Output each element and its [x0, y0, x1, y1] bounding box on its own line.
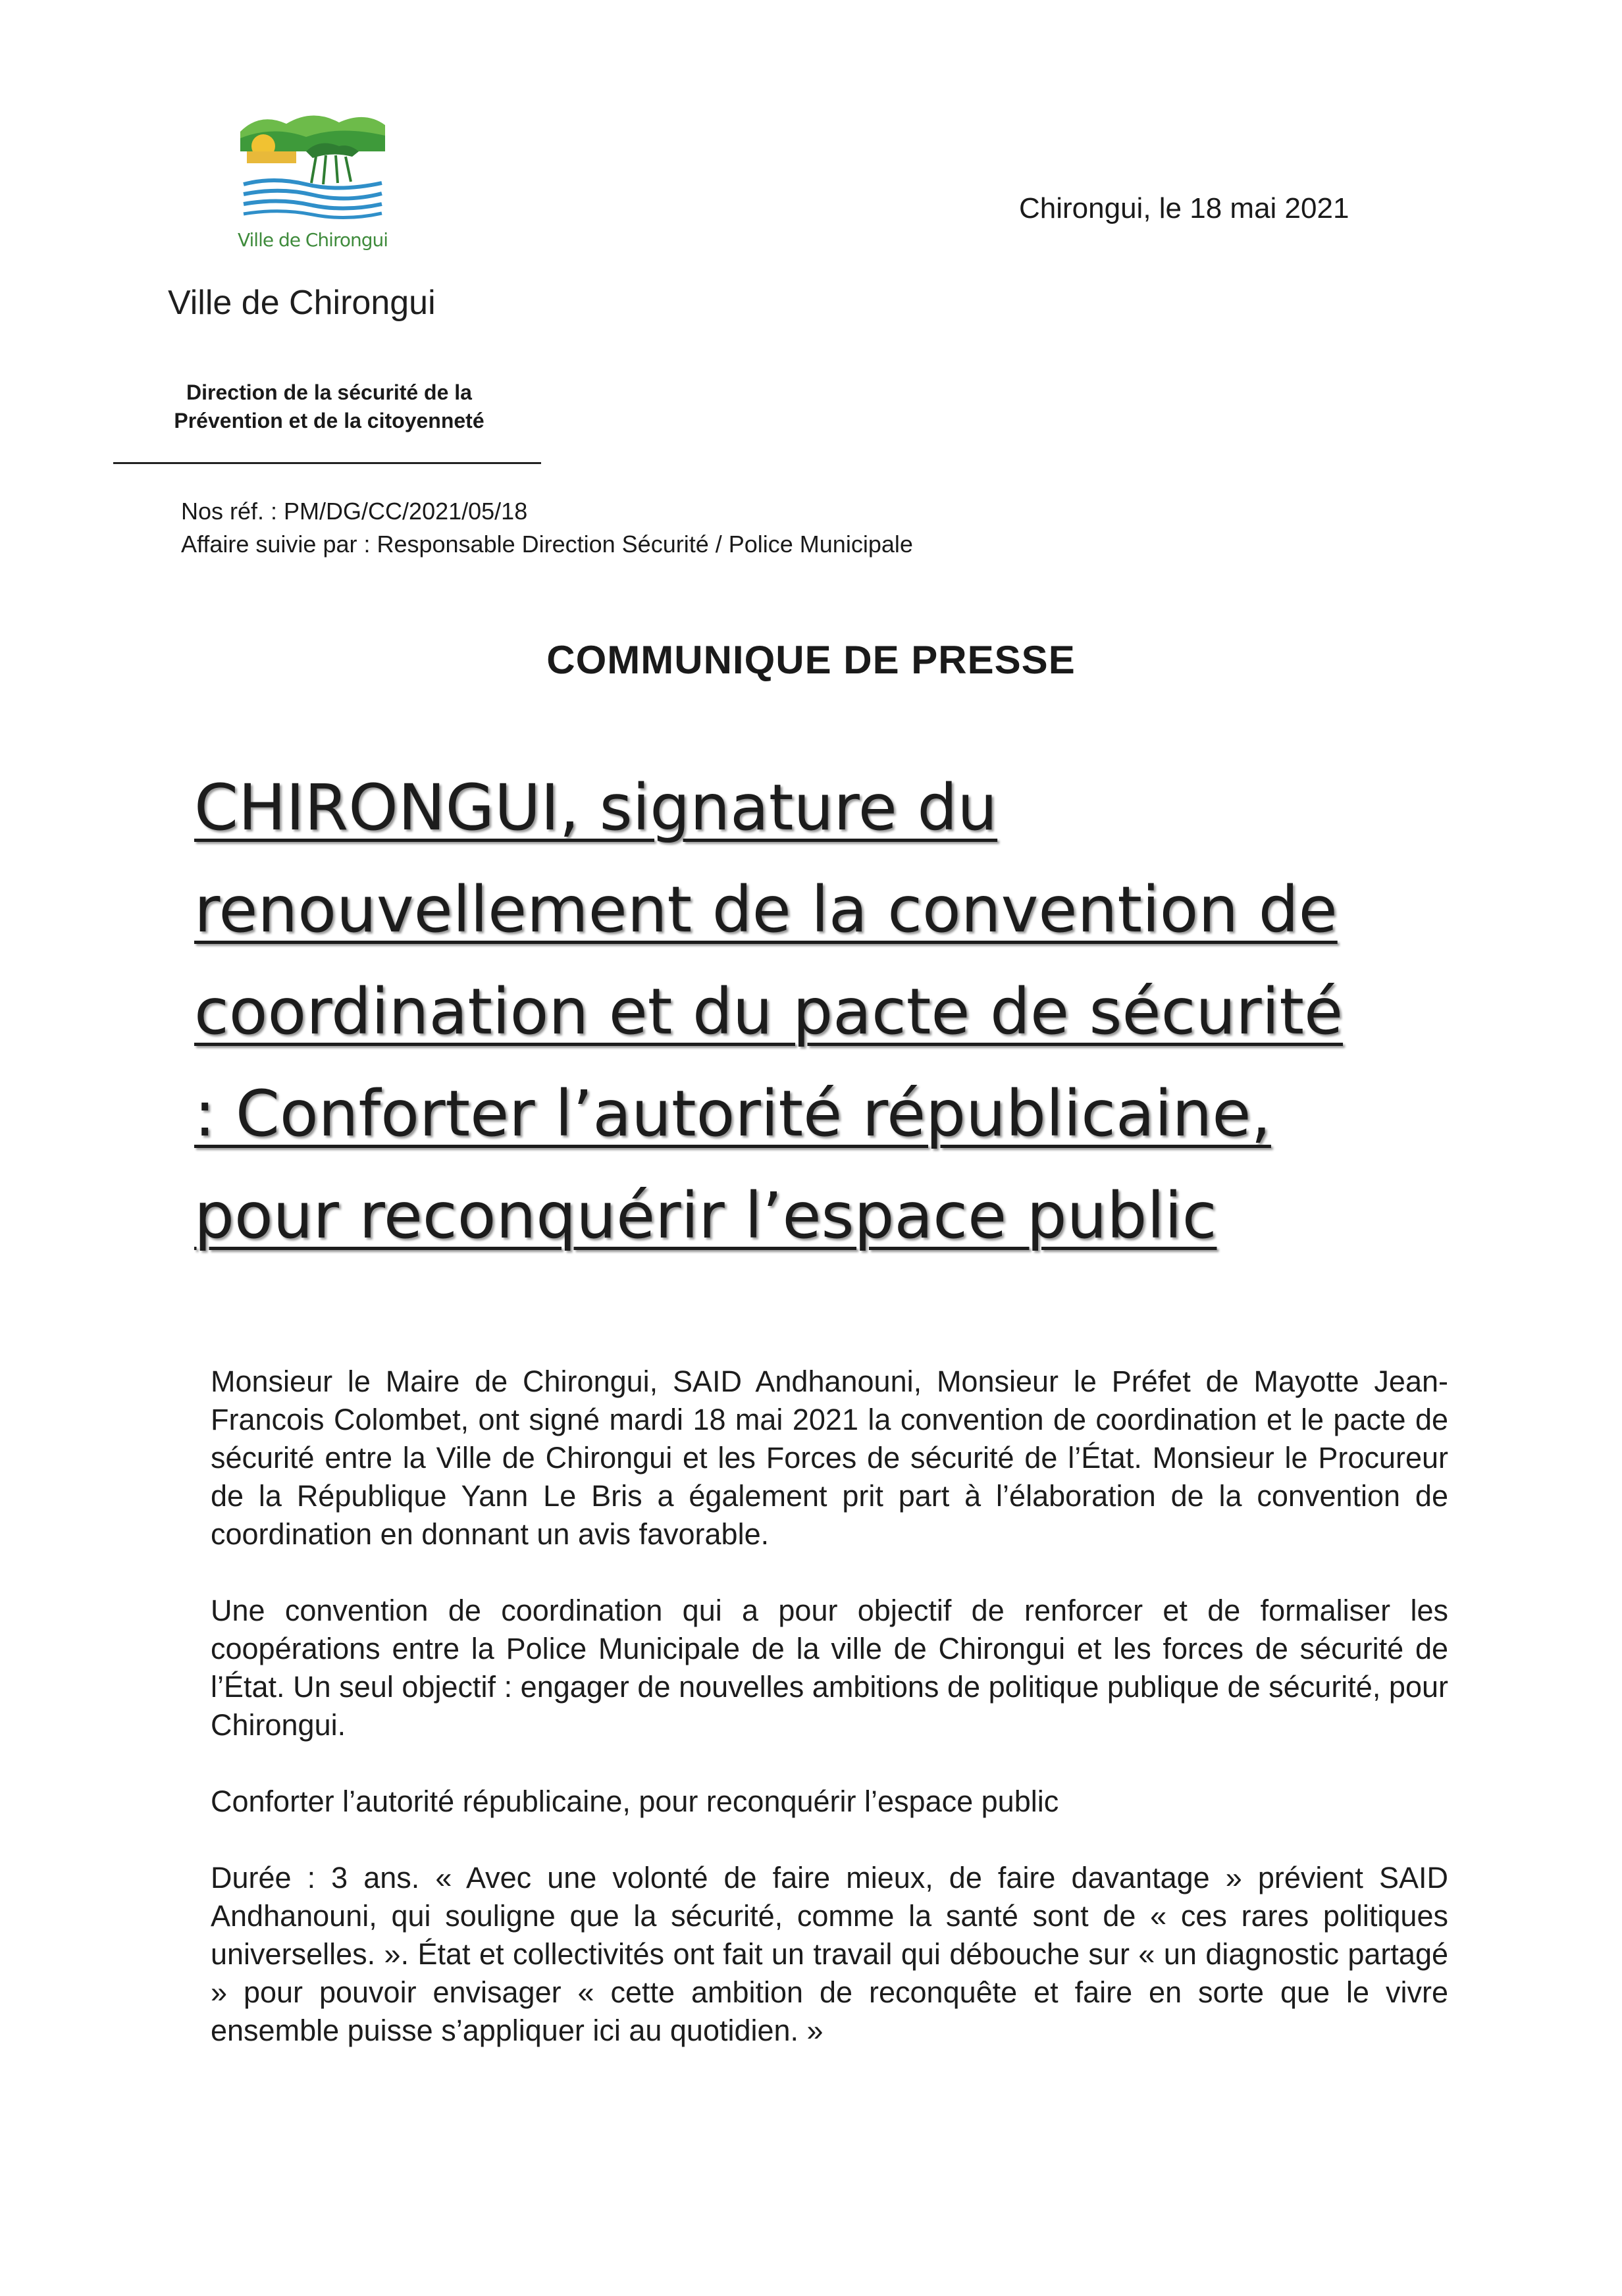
case-handler: Affaire suivie par : Responsable Direction Sécurité / Police Municipale — [181, 531, 913, 558]
body-text — [211, 1363, 1448, 2088]
press-release-title: COMMUNIQUE DE PRESSE — [546, 638, 1076, 682]
direction-line-2: Prévention et de la citoyenneté — [174, 409, 484, 432]
city-logo — [234, 105, 392, 270]
headline-line: pour reconquérir l’espace public — [194, 1179, 1217, 1253]
reference-number: Nos réf. : PM/DG/CC/2021/05/18 — [181, 498, 528, 525]
headline-line: coordination et du pacte de sécurité — [194, 975, 1344, 1049]
logo-caption: Ville de Chirongui — [237, 229, 388, 251]
paragraph: Conforter l’autorité républicaine, pour reconquérir l’espace public — [211, 1785, 1059, 1818]
direction-line-1: Direction de la sécurité de la — [186, 380, 472, 404]
paragraph: Monsieur le Maire de Chirongui, SAID Andhanouni, Monsieur le Préfet de Mayotte Jean-Francois Colombet, ont signé mardi 18 mai 2021 la convention de coordination et le pacte de sécurité entre la Ville de Chirongui et les Forces de sécurité de l’État. Monsieur le Procureur de la République Yann Le Bris a également prit part à l’élaboration de la convention de coordination en donnant un avis favorable. — [211, 1365, 1448, 1551]
headline — [194, 757, 1458, 1267]
headline-line: renouvellement de la convention de — [194, 873, 1338, 947]
headline-line: : Conforter l’autorité républicaine, — [194, 1077, 1271, 1151]
headline-line: CHIRONGUI, signature du — [194, 771, 998, 845]
references-block — [181, 495, 913, 561]
landscape-logo-icon — [234, 105, 392, 224]
document-date: Chirongui, le 18 mai 2021 — [1019, 192, 1349, 224]
city-name: Ville de Chirongui — [168, 284, 436, 322]
paragraph: Durée : 3 ans. « Avec une volonté de faire mieux, de faire davantage » prévient SAID Andhanouni, qui souligne que la sécurité, comme la santé sont de « ces rares politiques universelles. ». État et collectivités ont fait un travail qui débouche sur « un diagnostic partagé » pour pouvoir envisager « cette ambition de reconquête et faire en sorte que le vivre ensemble puisse s’appliquer ici au quotidien. » — [211, 1861, 1448, 2047]
direction-block — [132, 378, 527, 435]
divider — [113, 462, 541, 464]
paragraph: Une convention de coordination qui a pour objectif de renforcer et de formaliser les coopérations entre la Police Municipale de la ville de Chirongui et les forces de sécurité de l’État. Un seul objectif : engager de nouvelles ambitions de politique publique de sécurité, pour Chirongui. — [211, 1594, 1448, 1742]
